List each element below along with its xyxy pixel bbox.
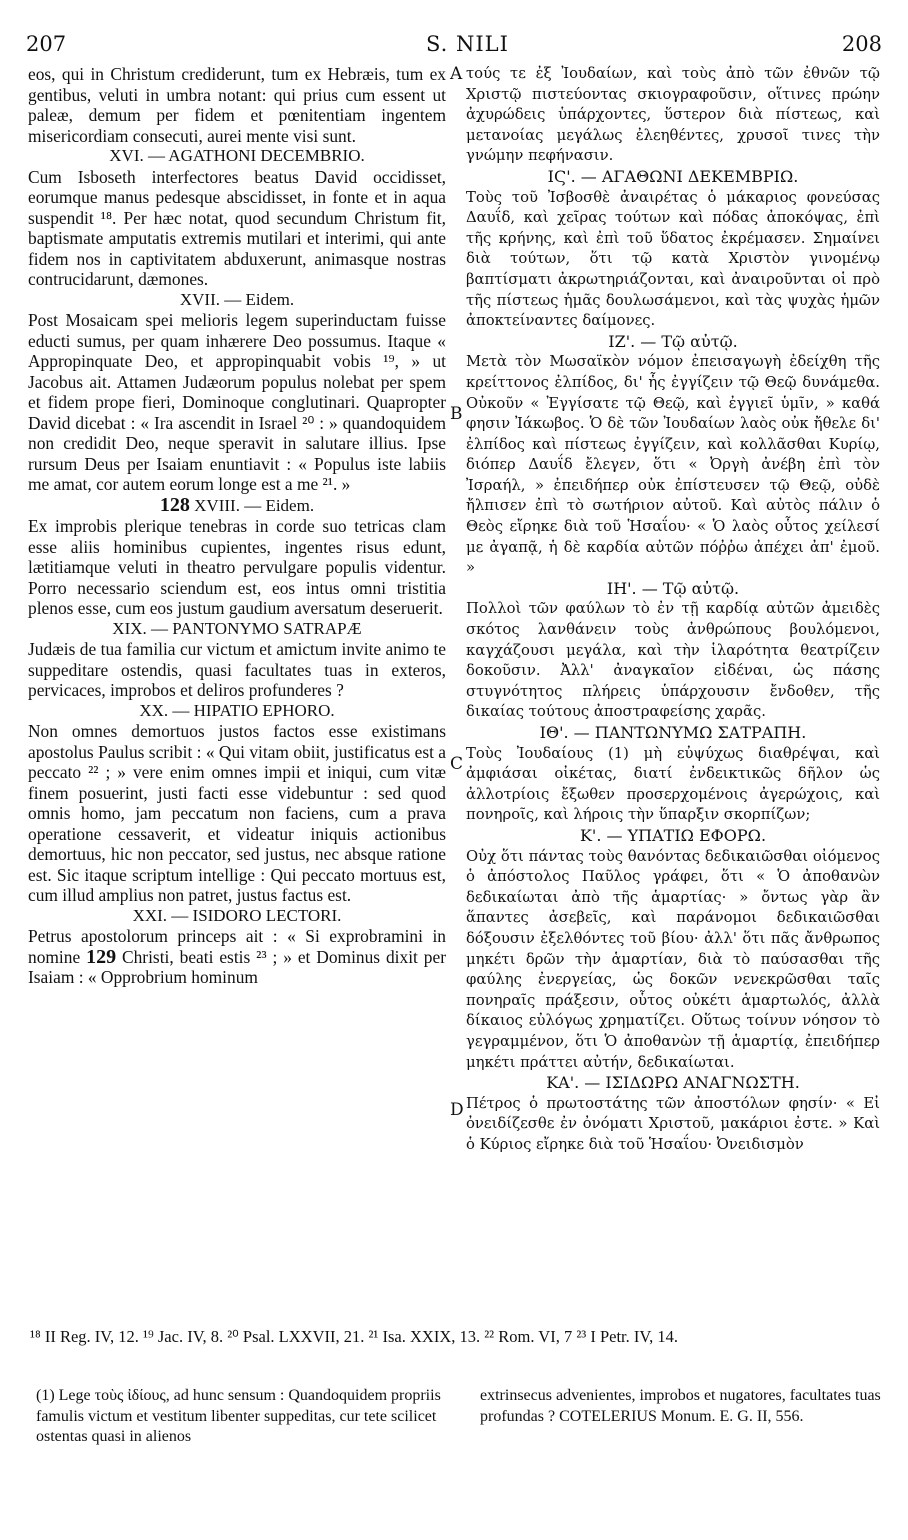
running-title: S. NILI	[426, 32, 509, 56]
heading-text: ΚΑ'. — ΙΣΙΔΩΡΩ ΑΝΑΓΝΩΣΤΗ.	[546, 1073, 800, 1093]
paragraph-text: Christi, beati estis ²³ ; » et Dominus dixit per Isaiam : « Opprobrium hominum	[28, 946, 446, 987]
latin-paragraph	[28, 926, 446, 988]
heading-text: XVII. — Eidem.	[179, 289, 295, 309]
paragraph-text: Τοὺς τοῦ Ἰσβοσθὲ ἀναιρέτας ὁ μάκαριος φονεύσας Δαυΐδ, καὶ χεῖρας τούτων καὶ πόδας ἀποκόψας, ἐπὶ τῆς κρήνης, καὶ ἐπὶ τοῦ ὕδατος ἐκρέμασεν. Σημαίνει διὰ τούτων, ὅτι τῷ κατὰ Χριστὸν γινομένῳ βαπτίσματι ἀκρωτηριάζονται, καὶ ἀναιροῦνται οἱ πρὸ τῆς πίστεως ἡμᾶς δουλωσάμενοι, καὶ τὰς ψυχὰς ἡμῶν ἀποκτείναντες δαίμονες.	[466, 188, 880, 330]
margin-letter-a: A	[450, 64, 463, 84]
heading-text: XVI. — AGATHONI DECEMBRIO.	[109, 146, 365, 165]
latin-paragraph	[28, 310, 446, 495]
heading-text: ΙΗ'. — Τῷ αὐτῷ.	[606, 578, 740, 598]
paragraph-text: Petrus apostolorum princeps ait : « Si exprobramini in nomine	[28, 926, 446, 967]
greek-column	[466, 64, 880, 1155]
paragraph-text: Ex improbis plerique tenebras in corde suo tetricas clam esse aliis hominibus cupientes, ingentes risus edunt, lætitiamque veluti in theatro pervulgare populis videntur. Porro necessario sciendum est, eos intus omni tristitia plenos esse, cum eos justum gaudium aversatum deseruerit.	[28, 516, 446, 618]
paragraph-text: τούς τε ἐξ Ἰουδαίων, καὶ τοὺς ἀπὸ τῶν ἐθνῶν τῷ Χριστῷ πιστεύοντας σκιογραφοῦσιν, οἵτινες πρώην ἀχυρώδεις ὑπάρχοντες, ὕστερον διὰ πίστεως, καὶ μετανοίας μεγάλως ἐλεηθέντες, χρυσοῖ τινες τὴν γνώμην πεφήνασιν.	[466, 65, 880, 165]
latin-paragraph	[28, 721, 446, 906]
footnotes: ¹⁸ II Reg. IV, 12. ¹⁹ Jac. IV, 8. ²⁰ Psal. LXXVII, 21. ²¹ Isa. XXIX, 13. ²² Rom. VI, 7 ²³ I Petr. IV, 14.	[30, 1327, 679, 1346]
greek-paragraph	[466, 744, 880, 826]
editor-note-left	[36, 1386, 450, 1448]
greek-heading	[466, 579, 880, 600]
latin-heading	[28, 701, 446, 722]
heading-text: XXI. — ISIDORO LECTORI.	[132, 905, 342, 925]
latin-heading	[28, 906, 446, 927]
page-number-right: 208	[841, 32, 882, 56]
heading-text: Κ'. — ΥΠΑΤΙΩ ΕΦΟΡΩ.	[579, 825, 767, 845]
latin-column	[28, 64, 446, 988]
page-header	[26, 32, 882, 56]
greek-heading	[466, 1073, 880, 1094]
heading-text: XVIII. — Eidem.	[194, 495, 315, 515]
paragraph-text: Post Mosaicam spei melioris legem superinductam fuisse educti sumus, per quam inhærere Deo possumus. Itaque « Appropinquate Deo, et appropinquabit vobis ¹⁹, » ut Jacobus ait. Attamen Judæorum populus nolebat per spem et fidem prope fieri, Dominoque conglutinari. Quapropter David dicebat : « Ira ascendit in Israel ²⁰ : » quandoquidem non credidit Deo, neque speravit in salutare illius. Ipse rursum Deus per Isaiam enuntiavit : « Populus iste labiis me amat, cor autem eorum longe est a me ²¹. »	[28, 310, 446, 494]
greek-paragraph	[466, 599, 880, 723]
paragraph-text: Πέτρος ὁ πρωτοστάτης τῶν ἀποστόλων φησίν· « Εἰ ὀνειδίζεσθε ἐν ὀνόματι Χριστοῦ, μακάριοι ἐστε. » Καὶ ὁ Κύριος εἴρηκε διὰ τοῦ Ἡσαΐου· Ὀνειδισμὸν	[466, 1094, 880, 1153]
editor-note-right-text: extrinsecus advenientes, improbos et nugatores, facultates tuas profundas ? COTELERIUS Monum. E. G. II, 556.	[480, 1387, 881, 1425]
latin-heading	[28, 146, 446, 167]
latin-heading	[28, 495, 446, 517]
paragraph-text: Τοὺς Ἰουδαίους (1) μὴ εὐψύχως διαθρέψαι, καὶ ἀμφιάσαι οἰκέτας, διατί ἐνδεικτικῶς δῆλον ὡς ἀλλοτρίοις ἔξωθεν προσερχομένοις ἀγερώχοις, καὶ πονηροῖς, καὶ λήροις τὴν ὕπαρξιν σκορπίζων;	[466, 744, 880, 824]
latin-heading	[28, 619, 446, 640]
greek-paragraph	[466, 64, 880, 167]
greek-heading	[466, 826, 880, 847]
latin-paragraph	[28, 516, 446, 619]
paragraph-text: Μετὰ τὸν Μωσαϊκὸν νόμον ἐπεισαγωγὴ ἐδείχθη τῆς κρείττονος ἐλπίδος, δι' ἧς ἐγγίζειν τῷ Θεῷ δυνάμεθα. Οὐκοῦν « Ἐγγίσατε τῷ Θεῷ, καὶ ἐγγιεῖ ὑμῖν, » καθά φησιν Ἰάκωβος. Ὁ δὲ τῶν Ἰουδαίων λαὸς οὐκ ἤθελε δι' ἐλπίδος καὶ πίστεως ἐγγίζειν, καὶ κολλᾶσθαι Κυρίῳ, διόπερ Δαυΐδ ἔλεγεν, ὅτι « Ὀργὴ ἀνέβη ἐπὶ τὸν Ἰσραήλ, » ἐπειδήπερ οὐκ ἐπίστευσεν τῷ Θεῷ, οὐδὲ ἤλπισεν ἐπὶ τὸ σωτήριον αὐτοῦ. Καὶ αὐτὸς πάλιν ὁ Θεὸς εἴρηκε διὰ τοῦ Ἡσαΐου· « Ὁ λαὸς οὗτος χείλεσί με ἀγαπᾷ, ἡ δὲ καρδία αὐτῶν πόῤῥω ἀπέχει ἀπ' ἐμοῦ. »	[466, 353, 880, 577]
column-number: 129	[86, 945, 117, 968]
margin-letter-c: C	[450, 754, 464, 774]
heading-text: XX. — HIPATIO EPHORO.	[139, 700, 335, 720]
paragraph-text: Cum Isboseth interfectores beatus David occidisset, eorumque manus pedesque abscidisset, in fonte et in aqua suspendit ¹⁸. Per hæc notat, quod secundum Christum fit, baptismate amputatis extremis mutilari et interimi, qui ante fidem nos in captivitatem abduxerunt, animasque nostras contrucidarunt, dæmones.	[28, 166, 446, 289]
paragraph-text: eos, qui in Christum crediderunt, tum ex Hebræis, tum ex gentibus, veluti in umbra notant: qui prius cum essent ut paleæ, demum per fidem et pœnitentiam ingentem misericordiam consecuti, aurei mente visi sunt.	[28, 64, 446, 146]
greek-heading	[466, 723, 880, 744]
heading-text: XIX. — PANTONYMO SATRAPÆ	[112, 618, 362, 638]
greek-heading	[466, 167, 880, 188]
margin-letter-d: D	[450, 1100, 464, 1120]
editor-note-left-text: (1) Lege τοὺς ἰδίους, ad hunc sensum : Quandoquidem propriis famulis victum et vestitum libenter suppeditas, cur tete scilicet ostentas quasi in alienos	[36, 1387, 441, 1445]
latin-heading	[28, 290, 446, 311]
paragraph-text: Οὐχ ὅτι πάντας τοὺς θανόντας δεδικαιῶσθαι οἰόμενος ὁ ἀπόστολος Παῦλος γράφει, ὅτι « Ὁ ἀποθανὼν δεδικαίωται ἀπὸ τῆς ἁμαρτίας· » ὄντως γὰρ ἂν ἅπαντες ἀσεβεῖς, καὶ παράνομοι δεδικαιῶσθαι δόξουσιν ἐξελθόντες τοῦ βίου· ἀλλ' ὅτι πᾶς ἄνθρωπος μηκέτι δρῶν τὴν ἁμαρτίαν, διὰ τὸ παύσασθαι τῆς φαύλης ἐνεργείας, ὡς δοκῶν νενεκρῶσθαι ταῖς πονηραῖς πράξεσιν, οὗτος οὐκέτι ἁμαρτωλός, ἀλλὰ δίκαιος εὐλόγως χρηματίζει. Οὕτως τοίνυν νόησον τὸ γεγραμμένον, ὅτι Ὁ ἀποθανὼν τῇ ἁμαρτίᾳ, ἐπειδήπερ μηκέτι πράττει αὐτήν, δεδικαίωται.	[466, 847, 880, 1071]
latin-paragraph	[28, 639, 446, 701]
greek-paragraph	[466, 1094, 880, 1156]
page-number-left: 207	[26, 32, 67, 56]
heading-text: ΙΖ'. — Τῷ αὐτῷ.	[608, 331, 738, 351]
latin-paragraph	[28, 64, 446, 146]
editor-note-right	[480, 1386, 894, 1427]
greek-heading	[466, 332, 880, 353]
greek-paragraph	[466, 188, 880, 332]
column-number: 128	[159, 493, 190, 516]
greek-paragraph	[466, 847, 880, 1074]
paragraph-text: Πολλοὶ τῶν φαύλων τὸ ἐν τῇ καρδίᾳ αὐτῶν ἀμειδὲς σκότος λανθάνειν τοὺς ἀνθρώπους βουλόμενοι, καγχάζουσι μεγάλα, καὶ τὴν ἱλαρότητα θεατρίζειν δοκοῦσιν. Ἀλλ' ἀναγκαῖον εἰδέναι, ὡς πάσης στυγνότητος πλήρεις ὑπάρχουσιν ἔνδοθεν, τῆς δικαίας τούτους ἀποστραφείσης χαρᾶς.	[466, 600, 880, 721]
paragraph-text: Judæis de tua familia cur victum et amictum invite animo te suppeditare ostendis, quasi facultates tuas in exteros, pervicaces, improbos et deliros profunderes ?	[28, 639, 446, 700]
heading-text: ΙϚ'. — ΑΓΑΘΩΝΙ ΔΕΚΕΜΒΡΙΩ.	[547, 166, 799, 186]
heading-text: ΙΘ'. — ΠΑΝΤΩΝΥΜΩ ΣΑΤΡΑΠΗ.	[539, 723, 807, 742]
paragraph-text: Non omnes demortuos justos factos esse existimans apostolus Paulus scribit : « Qui vitam obiit, justificatus est a peccato ²² ; » vere enim omnes impii et iniqui, cum vitæ finem posuerint, justi facti esse videbuntur : sed quod omnis homo, jam peccatum non faciens, cum a prava operatione cessaverit, et videatur iniquis actionibus demortuus, hic non peccator, sed justus, nec absque ratione est. Sic itaque scriptum intellige : Qui peccato mortuus est, cum illud amplius non patret, justus factus est.	[28, 721, 446, 905]
greek-paragraph	[466, 352, 880, 579]
margin-letter-b: B	[450, 404, 463, 424]
latin-paragraph	[28, 167, 446, 290]
